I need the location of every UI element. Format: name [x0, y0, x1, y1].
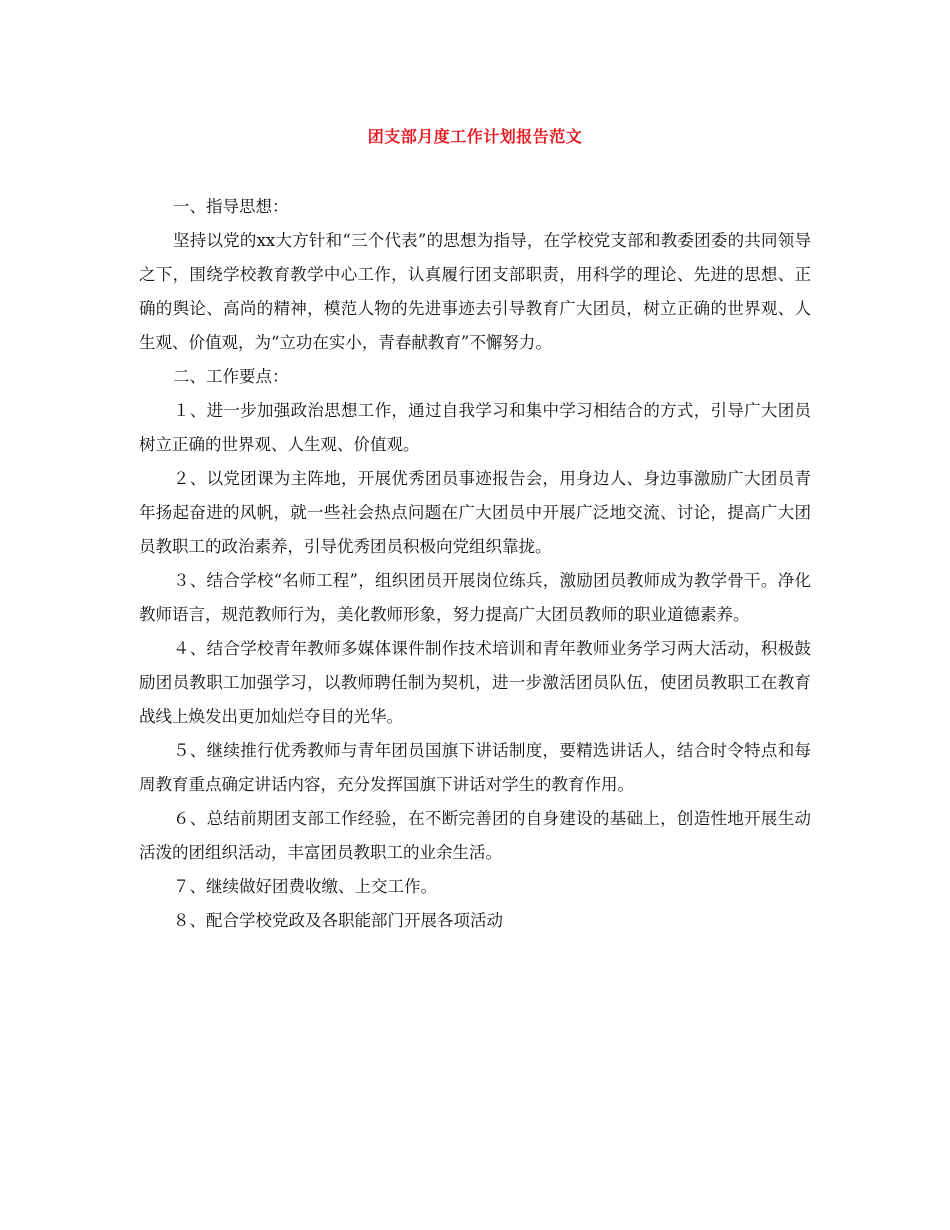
section-heading-work-points: 二、工作要点：	[173, 367, 289, 386]
document-body	[139, 190, 811, 938]
document-title: 团支部月度工作计划报告范文	[367, 127, 583, 146]
work-point-3: ３、结合学校“名师工程”，组织团员开展岗位练兵，激励团员教师成为教学骨干。净化教师语言，规范教师行为，美化教师形象，努力提高广大团员教师的职业道德素养。	[139, 571, 811, 624]
work-point-2: ２、以党团课为主阵地，开展优秀团员事迹报告会，用身边人、身边事激励广大团员青年扬起奋进的风帆，就一些社会热点问题在广大团员中开展广泛地交流、讨论，提高广大团员教职工的政治素养，引导优秀团员积极向党组织靠拢。	[139, 469, 811, 556]
work-point-7: ７、继续做好团费收缴、上交工作。	[173, 877, 437, 896]
paragraph-guiding-ideology: 坚持以党的xx大方针和“三个代表”的思想为指导，在学校党支部和教委团委的共同领导之下，围绕学校教育教学中心工作，认真履行团支部职责，用科学的理论、先进的思想、正确的舆论、高尚的精神，模范人物的先进事迹去引导教育广大团员，树立正确的世界观、人生观、价值观，为“立功在实小，青春献教育”不懈努力。	[139, 231, 811, 352]
work-point-1: １、进一步加强政治思想工作，通过自我学习和集中学习相结合的方式，引导广大团员树立正确的世界观、人生观、价值观。	[139, 401, 811, 454]
section-heading-guiding-ideology: 一、指导思想：	[173, 197, 289, 216]
work-point-5: ５、继续推行优秀教师与青年团员国旗下讲话制度，要精选讲话人，结合时令特点和每周教育重点确定讲话内容，充分发挥国旗下讲话对学生的教育作用。	[139, 741, 811, 794]
work-point-8: ８、配合学校党政及各职能部门开展各项活动	[173, 911, 503, 930]
work-point-4: ４、结合学校青年教师多媒体课件制作技术培训和青年教师业务学习两大活动，积极鼓励团员教职工加强学习，以教师聘任制为契机，进一步激活团员队伍，使团员教职工在教育战线上焕发出更加灿烂夺目的光华。	[139, 639, 811, 726]
work-point-6: ６、总结前期团支部工作经验，在不断完善团的自身建设的基础上，创造性地开展生动活泼的团组织活动，丰富团员教职工的业余生活。	[139, 809, 811, 862]
